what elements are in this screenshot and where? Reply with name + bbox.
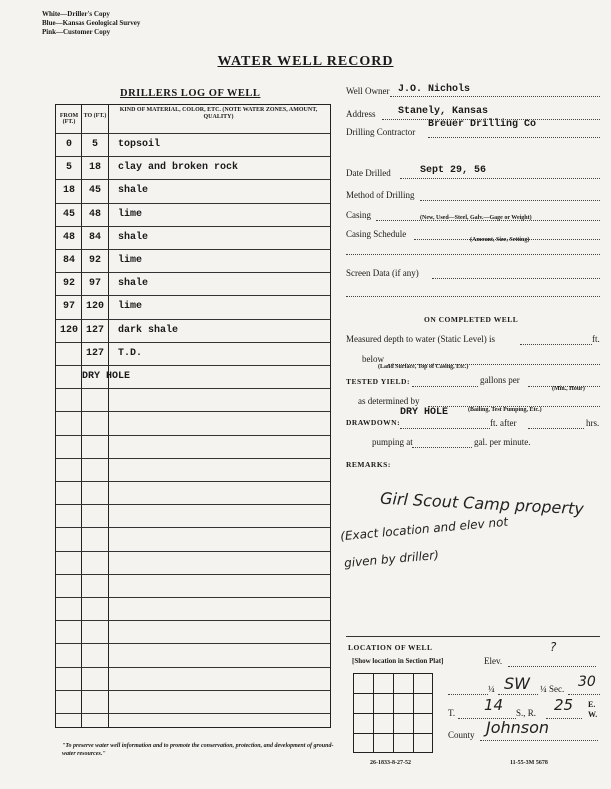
determined-value: DRY HOLE bbox=[400, 407, 449, 418]
log-title: DRILLERS LOG OF WELL bbox=[120, 88, 261, 99]
log-row-to: 97 bbox=[88, 278, 101, 290]
log-row-to: 127 bbox=[85, 347, 104, 359]
print-code: 26-1833-8-27-52 bbox=[370, 760, 411, 766]
pumping-at-label: pumping at bbox=[372, 437, 413, 447]
log-row-material: topsoil bbox=[118, 139, 161, 150]
county-value: Johnson bbox=[486, 718, 550, 737]
log-row-material: T.D. bbox=[118, 347, 143, 359]
log-row-to: 84 bbox=[88, 231, 101, 243]
remarks-handwritten-1: Girl Scout Camp property bbox=[379, 488, 585, 519]
method-label: Method of Drilling bbox=[346, 190, 415, 200]
log-row-material: clay and broken rock bbox=[118, 162, 239, 174]
yield-label: TESTED YIELD: bbox=[346, 377, 410, 386]
t-label: T. bbox=[448, 708, 456, 718]
log-row-from: 84 bbox=[62, 255, 75, 266]
address-value: Stanely, Kansas bbox=[398, 106, 489, 117]
log-row-to: 5 bbox=[91, 139, 98, 150]
min-hour-hint: (Min., Hour) bbox=[552, 386, 585, 392]
below-hint: (Land Surface, Top of Casing, Etc.) bbox=[378, 364, 469, 370]
t-value: 14 bbox=[484, 696, 504, 714]
log-row-to: 18 bbox=[88, 162, 101, 174]
quarter-label: ¼ bbox=[488, 684, 495, 694]
location-title: LOCATION OF WELL bbox=[348, 643, 433, 652]
contractor-label: Drilling Contractor bbox=[346, 127, 416, 137]
measured-label: Measured depth to water (Static Level) is bbox=[346, 334, 495, 344]
location-hint: [Show location in Section Plat] bbox=[352, 657, 444, 665]
log-row-material: lime bbox=[118, 255, 143, 266]
copy-pink: Pink—Customer Copy bbox=[42, 28, 111, 36]
screen-label: Screen Data (if any) bbox=[346, 268, 419, 278]
bailing-hint: (Bailing, Test Pumping, Etc.) bbox=[468, 407, 542, 413]
drillers-log-table bbox=[55, 104, 331, 728]
log-row-to: 92 bbox=[88, 255, 101, 266]
quarter-value: SW bbox=[504, 674, 530, 693]
s-r-label: S., R. bbox=[516, 708, 537, 718]
log-row-from: 18 bbox=[62, 185, 75, 197]
log-row-material: lime bbox=[118, 208, 143, 220]
schedule-label: Casing Schedule bbox=[346, 229, 407, 239]
ft-label: ft. bbox=[592, 334, 600, 344]
col-to-header: TO (FT.) bbox=[83, 113, 107, 119]
remarks-handwritten-2: (Exact location and elev not bbox=[339, 514, 509, 544]
log-row-from: 48 bbox=[62, 231, 75, 243]
elev-label: Elev. bbox=[484, 656, 503, 666]
log-row-from: 0 bbox=[65, 139, 72, 150]
log-row-to: 120 bbox=[85, 301, 104, 313]
log-row-from: 45 bbox=[62, 208, 75, 220]
copy-white: White—Driller's Copy bbox=[42, 10, 110, 18]
gallons-per-label: gallons per bbox=[480, 375, 520, 385]
casing-hint: (New, Used—Steel, Galv.—Gage or Weight) bbox=[420, 215, 532, 221]
section-plat bbox=[353, 673, 433, 753]
hrs-label: hrs. bbox=[586, 418, 600, 428]
date-label: Date Drilled bbox=[346, 168, 391, 178]
county-label: County bbox=[448, 730, 475, 740]
footnote: "To preserve water well information and to promote the conservation, protection, and development of ground-water resources." bbox=[62, 743, 334, 757]
r-value: 25 bbox=[554, 696, 574, 714]
col-kind-header: KIND OF MATERIAL, COLOR, ETC. (NOTE WATER ZONES, AMOUNT, QUALITY) bbox=[119, 107, 318, 120]
log-row-from: 92 bbox=[62, 278, 75, 290]
below-label: below bbox=[362, 354, 384, 364]
casing-label: Casing bbox=[346, 210, 372, 220]
sec-label: ¼ Sec. bbox=[540, 684, 565, 694]
drawdown-label: DRAWDOWN: bbox=[346, 418, 401, 427]
log-row-material: shale bbox=[118, 231, 149, 243]
contractor-value: Breuer Drilling Co bbox=[428, 119, 537, 130]
log-row-to: 48 bbox=[88, 208, 101, 220]
elev-value: ? bbox=[550, 640, 557, 654]
log-row-from: 97 bbox=[62, 301, 75, 313]
log-row-from: 5 bbox=[65, 162, 72, 174]
col-from-header: FROM (FT.) bbox=[59, 113, 79, 125]
copy-distribution bbox=[42, 10, 140, 37]
log-row-from: 120 bbox=[59, 324, 78, 336]
owner-label: Well Owner bbox=[346, 86, 390, 96]
log-row-to: 45 bbox=[88, 185, 101, 197]
remarks-label: REMARKS: bbox=[346, 460, 391, 469]
log-row-to: 127 bbox=[85, 324, 104, 336]
log-row-material: shale bbox=[118, 278, 149, 290]
ew-label: E. W. bbox=[588, 700, 598, 719]
address-label: Address bbox=[346, 109, 376, 119]
schedule-hint: (Amount, Size, Setting) bbox=[470, 237, 530, 243]
determined-label: as determined by bbox=[358, 396, 420, 406]
log-row-material: shale bbox=[118, 185, 149, 197]
sec-value: 30 bbox=[578, 674, 596, 690]
copy-blue: Blue—Kansas Geological Survey bbox=[42, 19, 141, 27]
owner-value: J.O. Nichols bbox=[398, 84, 471, 95]
remarks-handwritten-3: given by driller) bbox=[343, 547, 440, 571]
log-row-material: lime bbox=[118, 301, 143, 313]
print-code-2: 11-55-3M 5678 bbox=[510, 760, 548, 766]
page-title: WATER WELL RECORD bbox=[217, 54, 394, 69]
date-value: Sept 29, 56 bbox=[420, 165, 487, 176]
ft-after-label: ft. after bbox=[490, 418, 517, 428]
gal-per-min-label: gal. per minute. bbox=[474, 437, 531, 447]
completed-title: ON COMPLETED WELL bbox=[424, 315, 519, 324]
dry-hole-note: DRY HOLE bbox=[82, 371, 131, 382]
log-row-material: dark shale bbox=[118, 324, 179, 336]
